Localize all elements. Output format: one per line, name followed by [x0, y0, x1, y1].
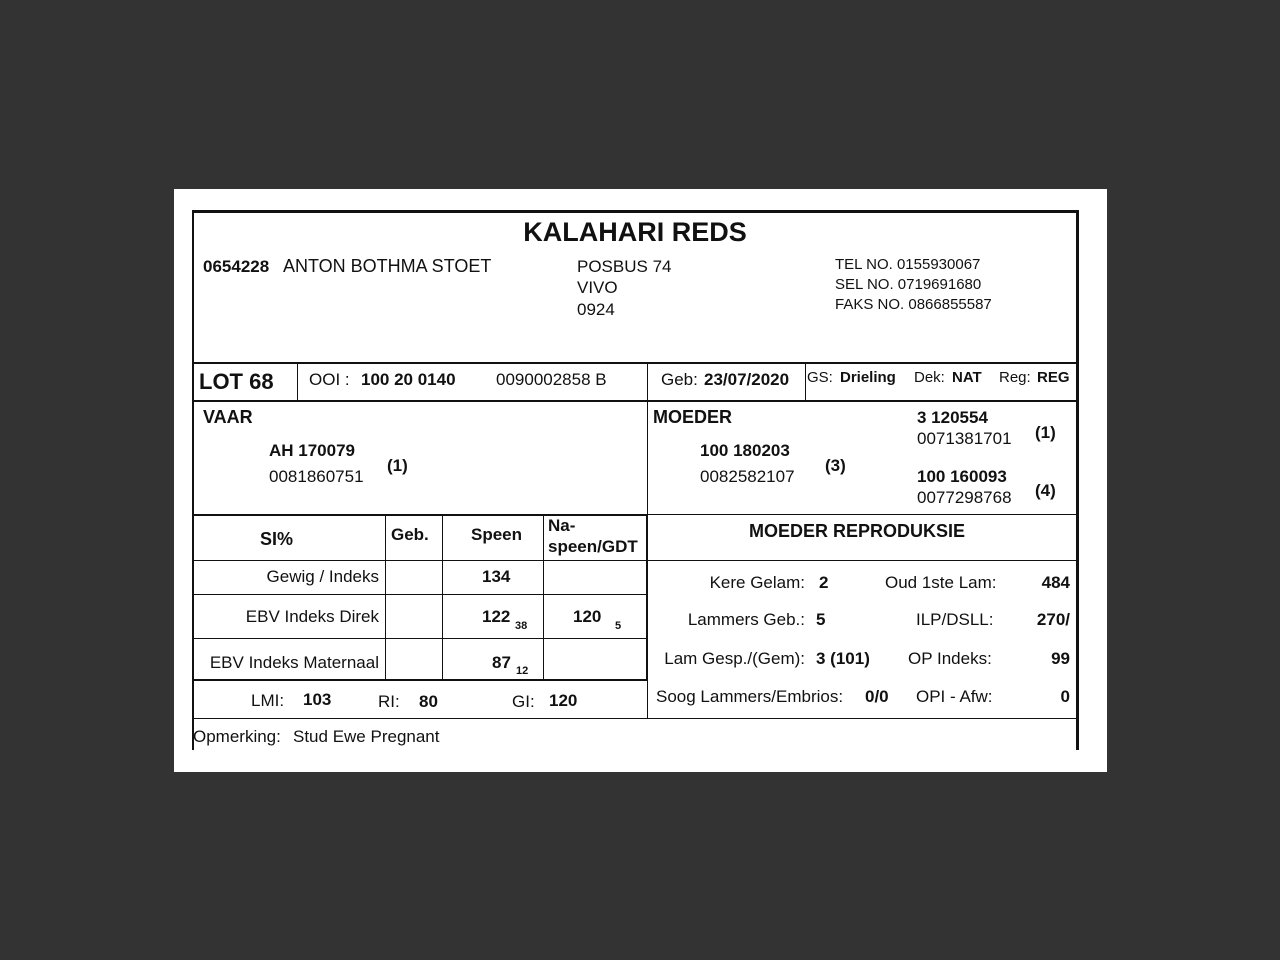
si-table-top-line — [192, 514, 647, 516]
gs-value: Drieling — [840, 369, 896, 386]
catalogue-card — [174, 189, 1107, 772]
frame-top — [192, 210, 1078, 213]
remark-top-line — [192, 718, 1078, 719]
geb-label: Geb: — [661, 370, 698, 389]
repro-label-2: OP Indeks: — [908, 649, 992, 668]
repro-header-line — [647, 560, 1078, 561]
fax-number: FAKS NO. 0866855587 — [835, 296, 992, 313]
repro-label-2: ILP/DSLL: — [916, 610, 994, 629]
address-line-3: 0924 — [577, 300, 615, 319]
repro-label: Lam Gesp./(Gem): — [664, 649, 805, 668]
si-row-label: Gewig / Indeks — [266, 567, 379, 586]
repro-value-2: 270/ — [1036, 610, 1070, 629]
sire-code: 0081860751 — [269, 467, 364, 486]
naspeen-header-line-1: Na- — [548, 516, 576, 535]
reg-label: Reg: — [999, 369, 1031, 386]
repro-divider — [647, 515, 648, 719]
address-line-2: VIVO — [577, 278, 618, 297]
breed-title: KALAHARI REDS — [523, 217, 747, 247]
frame-right — [1076, 210, 1079, 750]
dam-sire-id: 3 120554 — [917, 408, 988, 427]
si-row1-line — [192, 594, 647, 595]
dam-sire-count: (1) — [1035, 423, 1056, 442]
repro-title: MOEDER REPRODUKSIE — [748, 521, 966, 541]
dam-dam-code: 0077298768 — [917, 488, 1012, 507]
cell-number: SEL NO. 0719691680 — [835, 276, 982, 293]
dam-id: 100 180203 — [700, 441, 790, 460]
remark-label: Opmerking: — [193, 727, 281, 746]
si-row-speen-sub: 38 — [515, 620, 528, 632]
ooi-label: OOI : — [309, 370, 350, 389]
si-row2-line — [192, 638, 647, 639]
ri-value: 80 — [419, 692, 438, 711]
repro-value: 0/0 — [865, 687, 889, 706]
gi-value: 120 — [549, 691, 578, 710]
gi-label: GI: — [512, 692, 535, 711]
tel-number: TEL NO. 0155930067 — [835, 256, 981, 273]
lot-number: LOT 68 — [199, 369, 274, 394]
speen-header: Speen — [471, 525, 523, 544]
dek-label: Dek: — [914, 369, 945, 386]
si-header: SI% — [260, 529, 294, 549]
si-row-speen: 122 — [482, 607, 511, 626]
dek-value: NAT — [952, 369, 982, 386]
lot-divider — [297, 363, 298, 401]
si-header-line — [192, 560, 647, 561]
breeder-name: ANTON BOTHMA STOET — [283, 256, 492, 276]
si-row-naspeen-sub: 5 — [615, 620, 622, 632]
si-row-speen: 87 — [492, 653, 511, 672]
repro-label: Soog Lammers/Embrios: — [656, 687, 844, 706]
si-row-speen: 134 — [482, 567, 511, 586]
birth-date: 23/07/2020 — [704, 370, 790, 389]
si-col-speen — [442, 515, 443, 680]
dam-dam-count: (4) — [1035, 481, 1056, 500]
address-line-1: POSBUS 74 — [577, 257, 672, 276]
dam-sire-code: 0071381701 — [917, 429, 1012, 448]
repro-label-2: OPI - Afw: — [916, 687, 993, 706]
lot-row-top-line — [192, 362, 1078, 364]
repro-label: Lammers Geb.: — [687, 610, 805, 629]
si-row-label: EBV Indeks Direk — [245, 607, 379, 626]
pedigree-divider — [647, 401, 648, 519]
si-row-speen-sub: 12 — [516, 665, 529, 677]
dam-heading: MOEDER — [653, 407, 733, 427]
gs-label: GS: — [807, 369, 833, 386]
si-col-naspeen — [543, 515, 544, 680]
si-col-geb — [385, 515, 386, 680]
ooi-code: 0090002858 B — [496, 370, 607, 389]
reg-value: REG — [1037, 369, 1070, 386]
dam-count: (3) — [825, 456, 846, 475]
geb-header: Geb. — [391, 525, 429, 544]
repro-label: Kere Gelam: — [709, 573, 805, 592]
ri-label: RI: — [378, 692, 400, 711]
lmi-label: LMI: — [251, 691, 285, 710]
repro-value: 3 (101) — [816, 649, 870, 668]
repro-value-2: 0 — [1060, 687, 1070, 706]
repro-value: 5 — [816, 610, 826, 629]
sire-id: AH 170079 — [269, 441, 356, 460]
repro-value-2: 484 — [1041, 573, 1070, 592]
si-row-naspeen: 120 — [573, 607, 602, 626]
si-table-bottom-line — [192, 679, 647, 681]
lmi-value: 103 — [303, 690, 332, 709]
repro-value: 2 — [819, 573, 829, 592]
dam-code: 0082582107 — [700, 467, 795, 486]
gs-divider — [805, 363, 806, 401]
geb-divider — [647, 363, 648, 401]
lot-row-bottom-line — [192, 400, 1078, 402]
repro-label-2: Oud 1ste Lam: — [885, 573, 997, 592]
sire-count: (1) — [387, 456, 408, 475]
repro-value-2: 99 — [1051, 649, 1070, 668]
dam-dam-id: 100 160093 — [917, 467, 1007, 486]
breeder-number: 0654228 — [203, 257, 270, 276]
ooi-number: 100 20 0140 — [361, 370, 456, 389]
remark-text: Stud Ewe Pregnant — [293, 727, 440, 746]
si-row-label: EBV Indeks Maternaal — [209, 653, 379, 672]
sire-heading: VAAR — [203, 407, 253, 427]
naspeen-header-line-2: speen/GDT — [548, 537, 638, 556]
